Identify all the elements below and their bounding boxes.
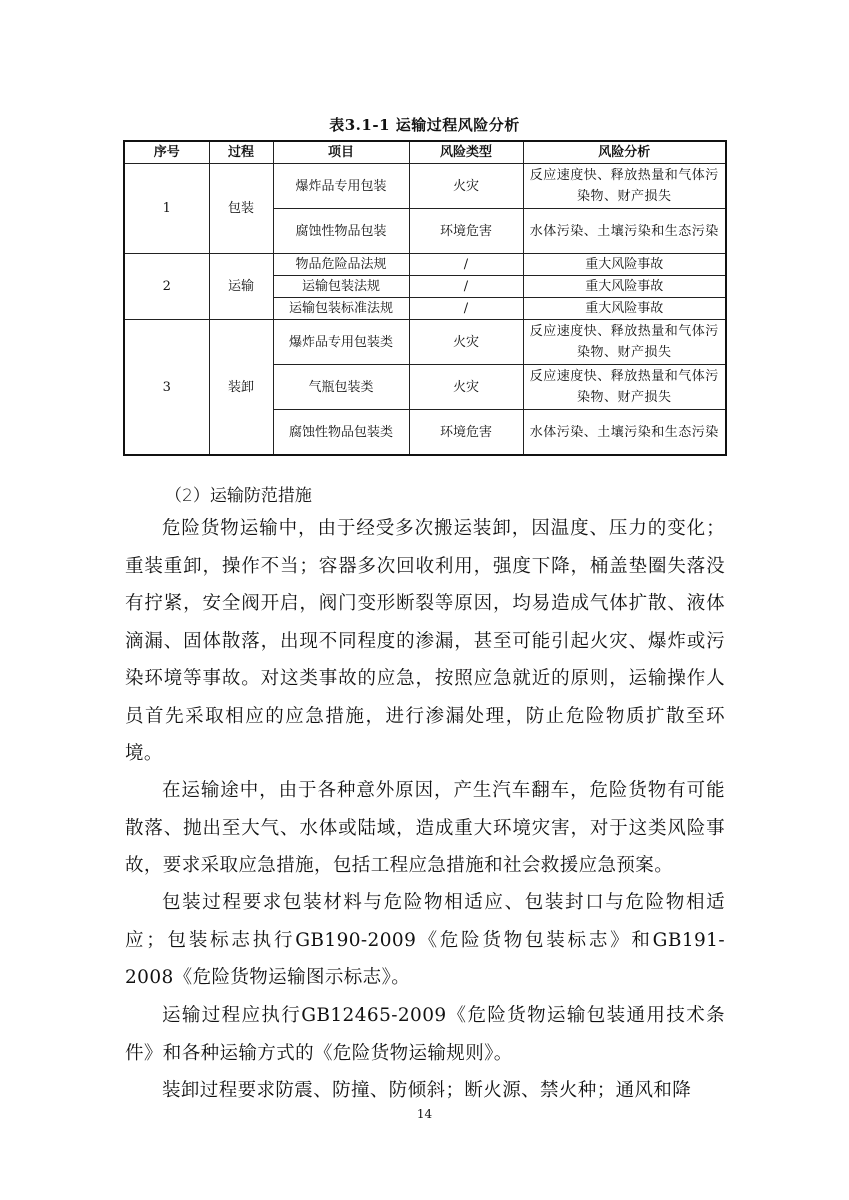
cell-item: 运输包装标准法规	[273, 298, 409, 320]
cell-risk-type: 火灾	[409, 164, 523, 209]
header-item: 项目	[273, 141, 409, 164]
page-number: 14	[416, 1107, 433, 1121]
table-caption: 表3.1-1 运输过程风险分析	[329, 116, 520, 134]
cell-risk-type: 环境危害	[409, 410, 523, 456]
table-header-row	[124, 141, 726, 164]
group-no: 3	[124, 320, 209, 456]
cell-risk-type: 火灾	[409, 365, 523, 410]
header-no: 序号	[124, 141, 209, 164]
group-process: 包装	[209, 164, 273, 254]
paragraph-packaging-requirements: 包装过程要求包装材料与危险物相适应、包装封口与危险物相适应；包装标志执行GB190-2009《危险货物包装标志》和GB191-2008《危险货物运输图示标志》。	[125, 892, 725, 988]
table-row	[124, 254, 726, 276]
group-no: 2	[124, 254, 209, 320]
group-process: 运输	[209, 254, 273, 320]
cell-risk-analysis: 反应速度快、释放热量和气体污染物、财产损失	[523, 365, 726, 410]
cell-risk-analysis: 水体污染、土壤污染和生态污染	[523, 209, 726, 254]
header-risk-type: 风险类型	[409, 141, 523, 164]
paragraph-emergency-response: 危险货物运输中，由于经受多次搬运装卸，因温度、压力的变化；重装重卸，操作不当；容器多次回收利用，强度下降，桶盖垫圈失落没有拧紧，安全阀开启，阀门变形断裂等原因，均易造成气体扩散、液体滴漏、固体散落，出现不同程度的渗漏，甚至可能引起火灾、爆炸或污染环境等事故。对这类事故的应急，按照应急就近的原则，运输操作人员首先采取相应的应急措施，进行渗漏处理，防止危险物质扩散至环境。	[125, 518, 725, 764]
cell-item: 爆炸品专用包装	[273, 164, 409, 209]
cell-risk-analysis: 水体污染、土壤污染和生态污染	[523, 410, 726, 456]
cell-risk-type: /	[409, 254, 523, 276]
group-process: 装卸	[209, 320, 273, 456]
cell-item: 腐蚀性物品包装类	[273, 410, 409, 456]
table-row	[124, 320, 726, 365]
cell-risk-analysis: 反应速度快、释放热量和气体污染物、财产损失	[523, 164, 726, 209]
cell-risk-type: 火灾	[409, 320, 523, 365]
cell-risk-analysis: 反应速度快、释放热量和气体污染物、财产损失	[523, 320, 726, 365]
cell-item: 气瓶包装类	[273, 365, 409, 410]
table-row	[124, 164, 726, 209]
cell-item: 运输包装法规	[273, 276, 409, 298]
cell-item: 腐蚀性物品包装	[273, 209, 409, 254]
cell-risk-analysis: 重大风险事故	[523, 276, 726, 298]
cell-risk-analysis: 重大风险事故	[523, 254, 726, 276]
group-no: 1	[124, 164, 209, 254]
section-heading: （2）运输防范措施	[165, 486, 312, 506]
cell-risk-type: /	[409, 298, 523, 320]
header-risk-analysis: 风险分析	[523, 141, 726, 164]
paragraph-loading-requirements: 装卸过程要求防震、防撞、防倾斜；断火源、禁火种；通风和降	[162, 1080, 692, 1101]
cell-risk-analysis: 重大风险事故	[523, 298, 726, 320]
cell-item: 物品危险品法规	[273, 254, 409, 276]
header-process: 过程	[209, 141, 273, 164]
paragraph-accident-measures: 在运输途中，由于各种意外原因，产生汽车翻车，危险货物有可能散落、抛出至大气、水体或陆域，造成重大环境灾害，对于这类风险事故，要求采取应急措施，包括工程应急措施和社会救援应急预案。	[125, 780, 725, 876]
risk-analysis-table	[123, 140, 727, 456]
cell-risk-type: /	[409, 276, 523, 298]
cell-risk-type: 环境危害	[409, 209, 523, 254]
cell-item: 爆炸品专用包装类	[273, 320, 409, 365]
paragraph-transport-requirements: 运输过程应执行GB12465-2009《危险货物运输包装通用技术条件》和各种运输方式的《危险货物运输规则》。	[125, 1005, 725, 1064]
